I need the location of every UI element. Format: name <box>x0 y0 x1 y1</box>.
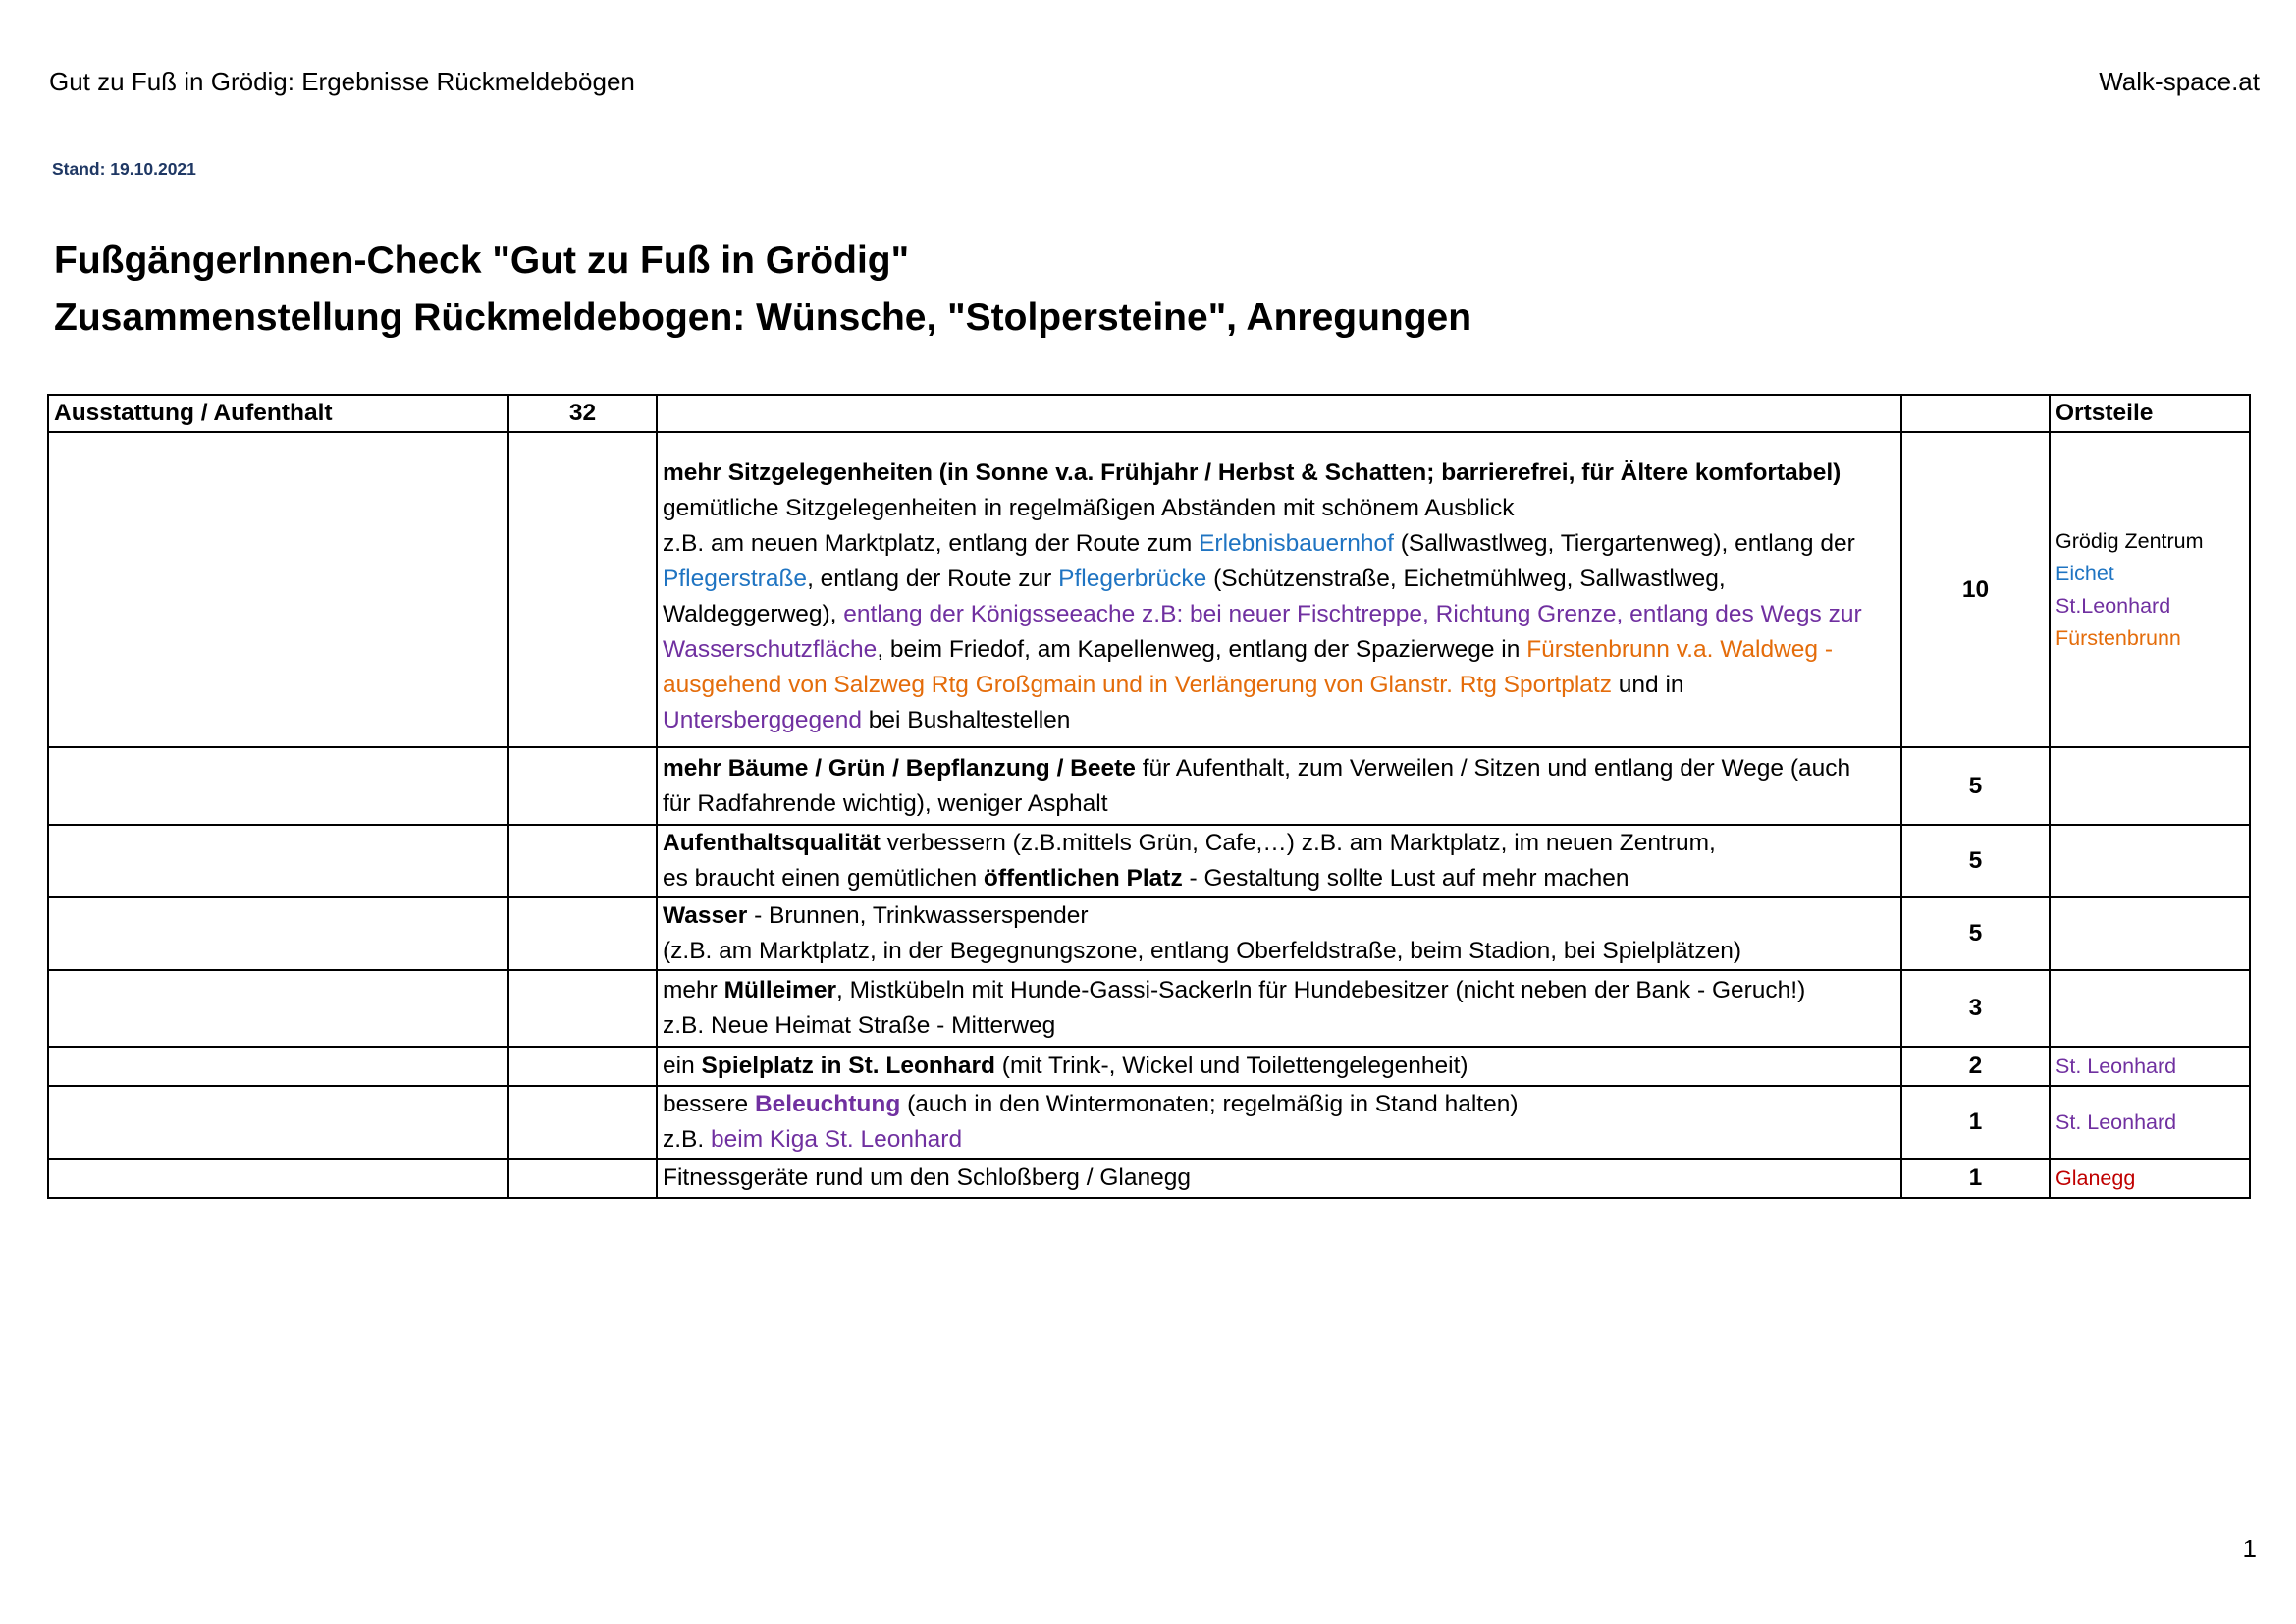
description-line <box>663 1008 1896 1044</box>
description-segment: Erlebnisbauernhof <box>1199 530 1394 557</box>
description-segment: , entlang der Route zur <box>807 566 1059 592</box>
page-header-title: Gut zu Fuß in Grödig: Ergebnisse Rückmeldebögen <box>49 67 635 96</box>
description-segment: gemütliche Sitzgelegenheiten in regelmäßigen Abständen mit schönem Ausblick <box>663 495 1515 521</box>
district-list <box>2050 897 2250 970</box>
district-name: St. Leonhard <box>2056 1110 2177 1134</box>
areas-header: Ortsteile <box>2050 395 2250 432</box>
description-segment: und in <box>1611 672 1684 698</box>
document-subtitle: Zusammenstellung Rückmeldebogen: Wünsche, "Stolpersteine", Anregungen <box>54 297 1472 339</box>
category-cell-empty <box>48 1047 508 1086</box>
description-segment: Beleuchtung <box>754 1091 901 1117</box>
mention-count: 5 <box>1901 825 2050 897</box>
description-line <box>663 703 1896 738</box>
description-segment: Untersberggegend <box>663 707 862 733</box>
feedback-table <box>47 394 2251 1199</box>
description-segment: , beim Friedof, am Kapellenweg, entlang der Spazierwege in <box>877 636 1527 663</box>
table-row <box>48 1086 2250 1159</box>
description-segment: verbessern (z.B.mittels Grün, Cafe,…) z.B. am Marktplatz, im neuen Zentrum, <box>880 830 1716 856</box>
description-segment: beim Kiga St. Leonhard <box>711 1126 963 1153</box>
description-line <box>663 1122 1896 1158</box>
description-segment: für Radfahrende wichtig), weniger Asphalt <box>663 789 1108 817</box>
district-name: Fürstenbrunn <box>2056 625 2181 650</box>
description-segment: Wasserschutzfläche <box>663 636 878 663</box>
description-line <box>663 1161 1896 1196</box>
category-cell-empty <box>48 747 508 825</box>
description-line <box>663 491 1896 526</box>
category-count-empty <box>1901 395 2050 432</box>
description-line <box>663 826 1896 861</box>
district-list <box>2050 825 2250 897</box>
description-line <box>663 668 1896 703</box>
description-line <box>663 456 1896 491</box>
description-segment: z.B. <box>663 1126 712 1153</box>
suggestion-description <box>657 1047 1901 1086</box>
description-segment: , Mistkübeln mit Hunde-Gassi-Sackerln für Hundebesitzer (nicht neben der Bank - Geruch!) <box>836 977 1806 1003</box>
total-cell-empty <box>508 1086 657 1159</box>
district-list <box>2050 432 2250 747</box>
category-total: 32 <box>508 395 657 432</box>
page-number: 1 <box>2242 1534 2257 1563</box>
mention-count: 1 <box>1901 1086 2050 1159</box>
description-segment: es braucht einen gemütlichen <box>663 865 984 892</box>
description-line <box>663 786 1896 822</box>
description-segment: (z.B. am Marktplatz, in der Begegnungszone, entlang Oberfeldstraße, beim Stadion, bei Spielplätzen) <box>663 938 1742 964</box>
table-row <box>48 747 2250 825</box>
district-list <box>2050 1159 2250 1198</box>
description-line <box>663 526 1896 562</box>
description-segment: (Sallwastlweg, Tiergartenweg), entlang der <box>1393 530 1855 557</box>
stand-date: Stand: 19.10.2021 <box>52 159 196 179</box>
description-segment: für Aufenthalt, zum Verweilen / Sitzen und entlang der Wege (auch <box>1135 754 1851 782</box>
page-header-site: Walk-space.at <box>2099 67 2260 96</box>
district-name: Glanegg <box>2056 1165 2136 1190</box>
suggestion-description <box>657 897 1901 970</box>
description-segment: Pflegerstraße <box>663 566 808 592</box>
description-segment: Fürstenbrunn v.a. Waldweg - <box>1526 636 1834 663</box>
description-segment: Waldeggerweg), <box>663 601 844 627</box>
description-segment: (auch in den Wintermonaten; regelmäßig in Stand halten) <box>900 1091 1519 1117</box>
description-segment: Spielplatz in St. Leonhard <box>701 1053 995 1079</box>
description-segment: z.B. Neue Heimat Straße - Mitterweg <box>663 1012 1056 1039</box>
description-segment: ein <box>663 1053 702 1079</box>
table-row <box>48 1159 2250 1198</box>
table-row <box>48 897 2250 970</box>
category-label: Ausstattung / Aufenthalt <box>48 395 508 432</box>
mention-count: 5 <box>1901 747 2050 825</box>
description-segment: Mülleimer <box>723 977 837 1003</box>
description-segment: entlang der Königsseeache z.B: bei neuer Fischtreppe, Richtung Grenze, entlang des Wegs zur <box>843 601 1862 627</box>
description-line <box>663 861 1896 896</box>
mention-count: 5 <box>1901 897 2050 970</box>
description-segment: Pflegerbrücke <box>1058 566 1207 592</box>
description-line <box>663 973 1896 1008</box>
description-line <box>663 898 1896 934</box>
suggestion-description <box>657 432 1901 747</box>
table-row <box>48 432 2250 747</box>
description-line <box>663 934 1896 969</box>
description-line <box>663 562 1896 597</box>
category-cell-empty <box>48 970 508 1047</box>
suggestion-description <box>657 825 1901 897</box>
total-cell-empty <box>508 747 657 825</box>
description-segment: mehr <box>663 977 724 1003</box>
description-segment: bei Bushaltestellen <box>861 707 1071 733</box>
mention-count: 2 <box>1901 1047 2050 1086</box>
description-segment: - Brunnen, Trinkwasserspender <box>747 902 1089 929</box>
mention-count: 10 <box>1901 432 2050 747</box>
total-cell-empty <box>508 970 657 1047</box>
district-list <box>2050 970 2250 1047</box>
suggestion-description <box>657 1159 1901 1198</box>
category-cell-empty <box>48 1086 508 1159</box>
description-line <box>663 597 1896 632</box>
category-cell-empty <box>48 1159 508 1198</box>
description-segment: Aufenthaltsqualität <box>663 830 881 856</box>
total-cell-empty <box>508 1159 657 1198</box>
total-cell-empty <box>508 897 657 970</box>
description-line <box>663 1049 1896 1084</box>
total-cell-empty <box>508 1047 657 1086</box>
description-segment: ausgehend von Salzweg Rtg Großgmain und in Verlängerung von Glanstr. Rtg Sportplatz <box>663 672 1612 698</box>
description-segment: (Schützenstraße, Eichetmühlweg, Sallwastlweg, <box>1206 566 1726 592</box>
total-cell-empty <box>508 825 657 897</box>
table-row <box>48 1047 2250 1086</box>
category-description-empty <box>657 395 1901 432</box>
suggestion-description <box>657 747 1901 825</box>
category-cell-empty <box>48 897 508 970</box>
suggestion-description <box>657 970 1901 1047</box>
description-segment: - Gestaltung sollte Lust auf mehr machen <box>1182 865 1629 892</box>
table-body <box>48 395 2250 1198</box>
district-name: St. Leonhard <box>2056 1054 2177 1078</box>
category-cell-empty <box>48 825 508 897</box>
category-row <box>48 395 2250 432</box>
description-segment: öffentlichen Platz <box>983 865 1183 892</box>
mention-count: 3 <box>1901 970 2050 1047</box>
district-list <box>2050 1047 2250 1086</box>
description-line <box>663 1087 1896 1122</box>
district-name: Grödig Zentrum <box>2056 528 2204 553</box>
description-segment: (mit Trink-, Wickel und Toilettengelegenheit) <box>994 1053 1468 1079</box>
description-segment: Wasser <box>663 902 748 929</box>
total-cell-empty <box>508 432 657 747</box>
description-segment: Fitnessgeräte rund um den Schloßberg / Glanegg <box>663 1164 1191 1191</box>
description-line <box>663 632 1896 668</box>
mention-count: 1 <box>1901 1159 2050 1198</box>
district-name: St.Leonhard <box>2056 593 2171 618</box>
district-list <box>2050 747 2250 825</box>
district-name: Eichet <box>2056 561 2114 585</box>
district-list <box>2050 1086 2250 1159</box>
category-cell-empty <box>48 432 508 747</box>
table-row <box>48 825 2250 897</box>
table-row <box>48 970 2250 1047</box>
description-line <box>663 751 1896 786</box>
description-segment: mehr Bäume / Grün / Bepflanzung / Beete <box>663 754 1136 782</box>
document-title: FußgängerInnen-Check "Gut zu Fuß in Grödig" <box>54 240 910 282</box>
description-segment: z.B. am neuen Marktplatz, entlang der Route zum <box>663 530 1200 557</box>
description-segment: bessere <box>663 1091 755 1117</box>
description-segment: mehr Sitzgelegenheiten (in Sonne v.a. Frühjahr / Herbst & Schatten; barrierefrei, für Ältere komfortabel) <box>663 460 1842 486</box>
suggestion-description <box>657 1086 1901 1159</box>
